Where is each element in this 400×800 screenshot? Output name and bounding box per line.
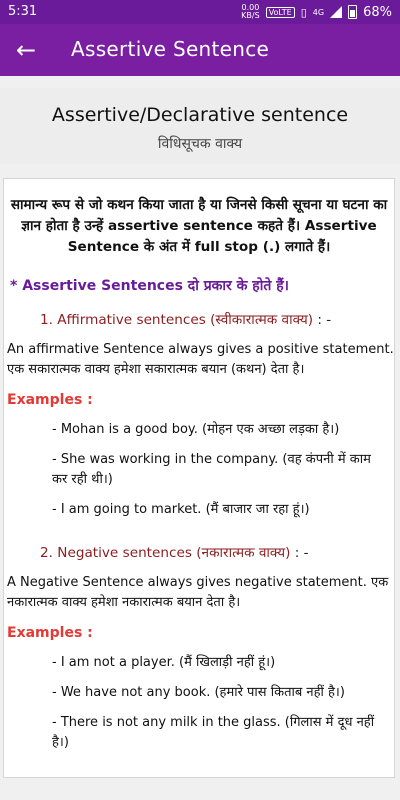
affirmative-heading	[40, 309, 394, 328]
affirmative-heading-suffix: : -	[313, 312, 332, 328]
app-bar	[0, 24, 400, 76]
lesson-header	[0, 88, 400, 164]
volte-badge: VoLTE	[266, 7, 295, 18]
affirmative-description: An affirmative Sentence always gives a positive statement. एक सकारात्मक वाक्य हमेशा सकारात्मक बयान (कथन) देता है।	[7, 342, 394, 377]
network-type: 4G	[312, 7, 325, 17]
battery-percent: 68%	[363, 4, 392, 20]
network-speed	[241, 4, 260, 20]
negative-description: A Negative Sentence always gives negative statement. एक नकारात्मक वाक्य हमेशा नकारात्मक बयान देता है।	[7, 575, 389, 610]
affirmative-heading-en: 1. Affirmative sentences	[40, 312, 206, 328]
types-heading: * Assertive Sentences दो प्रकार के होते हैं।	[10, 278, 289, 294]
content-card	[3, 178, 395, 778]
app-title: Assertive Sentence	[71, 37, 270, 61]
network-speed-unit: KB/S	[241, 11, 260, 20]
negative-heading-suffix: : -	[290, 545, 309, 561]
lesson-subtitle: विधिसूचक वाक्य	[157, 136, 243, 152]
example-item: - I am going to market. (मैं बाजार जा रहा हूं।)	[52, 502, 310, 517]
example-item: - She was working in the company. (वह कंपनी में काम कर रही थी।)	[52, 452, 371, 487]
intro-text: सामान्य रूप से जो कथन किया जाता है या जिनसे किसी सूचना या घटना का ज्ञान होता है उन्हें assertive sentence कहते हैं। Assertive Sentence के अंत में full stop (.) लगाते हैं।	[10, 197, 388, 255]
negative-heading-hi: (नकारात्मक वाक्य)	[196, 545, 291, 561]
negative-examples-label: Examples :	[7, 625, 93, 641]
example-item: - There is not any milk in the glass. (गिलास में दूध नहीं है।)	[52, 715, 375, 750]
network-speed-value: 0.00	[241, 3, 260, 12]
negative-heading	[40, 542, 394, 561]
example-item: - I am not a player. (मैं खिलाड़ी नहीं हूं।)	[52, 655, 276, 670]
negative-heading-en: 2. Negative sentences	[40, 545, 192, 561]
status-time: 5:31	[8, 4, 38, 19]
example-item: - We have not any book. (हमारे पास किताब नहीं है।)	[52, 685, 345, 700]
vibrate-icon: ▯	[300, 5, 307, 19]
arrow-left-icon[interactable]: ←	[15, 36, 37, 64]
example-item: - Mohan is a good boy. (मोहन एक अच्छा लड़का है।)	[52, 422, 340, 437]
status-bar	[0, 0, 400, 24]
lesson-title: Assertive/Declarative sentence	[51, 104, 349, 126]
affirmative-heading-hi: (स्वीकारात्मक वाक्य)	[210, 312, 314, 328]
battery-icon	[348, 5, 357, 19]
signal-icon	[330, 6, 342, 18]
status-icons	[241, 4, 392, 20]
affirmative-examples-label: Examples :	[7, 392, 93, 408]
